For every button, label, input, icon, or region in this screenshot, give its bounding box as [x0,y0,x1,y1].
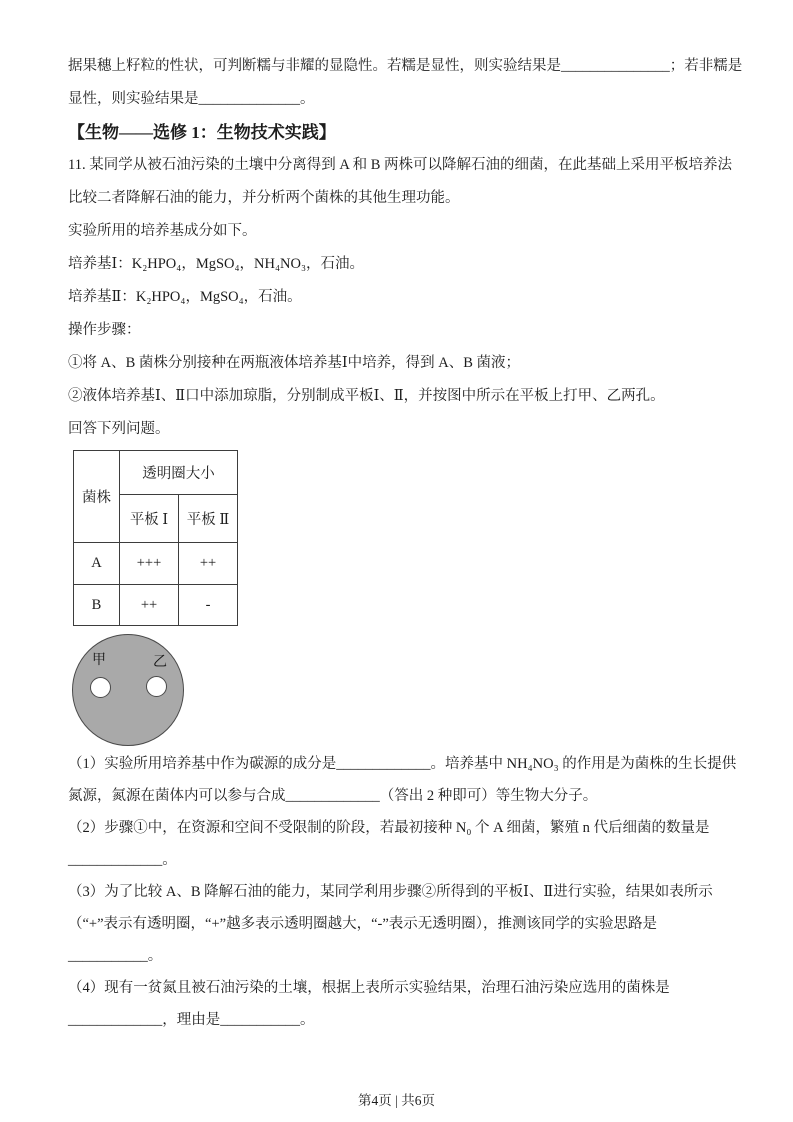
table-header-strain: 菌株 [74,451,120,543]
q11-sub3-line-1: （3）为了比较 A、B 降解石油的能力，某同学利用步骤②所得到的平板Ⅰ、Ⅱ进行实验，结果如表所示 [68,884,713,900]
table-header-plate2: 平板 Ⅱ [179,495,238,543]
q11-sub3-line-2: （“+”表示有透明圈，“+”越多表示透明圈越大，“-”表示无透明圈），推测该同学的实验思路是 [68,916,658,932]
q11-medium2-line: 培养基Ⅱ：K₂HPO₄，MgSO₄，石油。 [68,289,302,305]
table-header-plate1: 平板 Ⅰ [120,495,179,543]
q11-steps-title: 操作步骤： [68,322,141,338]
well-label-jia: 甲 [92,653,106,668]
q11-answer-prompt: 回答下列问题。 [68,421,170,437]
table-header-halo-size: 透明圈大小 [120,451,238,495]
petri-dish-figure [68,632,730,748]
cell-strain-a: A [74,543,120,585]
q11-medium1-line: 培养基Ⅰ：K₂HPO₄，MgSO₄，NH₄NO₃，石油。 [68,256,365,272]
page-footer: 第4页 | 共6页 [358,1093,435,1108]
results-table [73,450,238,626]
well-label-yi: 乙 [153,655,167,670]
table-row-strain-b [74,585,238,626]
intro-line-1: 据果穗上籽粒的性状，可判断糯与非耀的显隐性。若糯是显性，则实验结果是_______________；若非糯是 [68,58,743,74]
q11-sub1-line-1: （1）实验所用培养基中作为碳源的成分是_____________。培养基中 NH₄NO₃ 的作用是为菌株的生长提供 [68,756,737,772]
cell-a-plate2: ++ [179,543,238,585]
cell-a-plate1: +++ [120,543,179,585]
q11-stem-line-1: 11. 某同学从被石油污染的土壤中分离得到 A 和 B 两株可以降解石油的细菌，在此基础上采用平板培养法 [68,157,733,173]
section-heading: 【生物——选修 1：生物技术实践】 [68,123,336,142]
q11-sub4-line-1: （4）现有一贫氮且被石油污染的土壤，根据上表所示实验结果，治理石油污染应选用的菌株是 [68,980,670,996]
page-body [68,50,743,1036]
q11-sub2-line-2: _____________。 [68,852,177,868]
q11-stem-line-3: 实验所用的培养基成分如下。 [68,223,257,239]
q11-sub4-line-2: _____________，理由是___________。 [68,1012,315,1028]
q11-step-2: ②液体培养基Ⅰ、Ⅱ口中添加琼脂，分别制成平板Ⅰ、Ⅱ，并按图中所示在平板上打甲、乙两孔。 [68,388,665,404]
q11-step-1: ①将 A、B 菌株分别接种在两瓶液体培养基Ⅰ中培养，得到 A、B 菌液； [68,355,521,371]
cell-strain-b: B [74,585,120,626]
q11-sub3-line-3: ___________。 [68,948,163,964]
intro-line-2: 显性，则实验结果是______________。 [68,91,315,107]
petri-dish [72,634,184,746]
table-row-strain-a [74,543,238,585]
cell-b-plate1: ++ [120,585,179,626]
well-yi [146,676,167,697]
cell-b-plate2: - [179,585,238,626]
q11-stem-line-2: 比较二者降解石油的能力，并分析两个菌株的其他生理功能。 [68,190,460,206]
q11-sub1-line-2: 氮源，氮源在菌体内可以参与合成_____________（答出 2 种即可）等生物大分子。 [68,788,598,804]
q11-sub2-line-1: （2）步骤①中，在资源和空间不受限制的阶段，若最初接种 N₀ 个 A 细菌，繁殖 n 代后细菌的数量是 [68,820,710,836]
well-jia [90,677,111,698]
